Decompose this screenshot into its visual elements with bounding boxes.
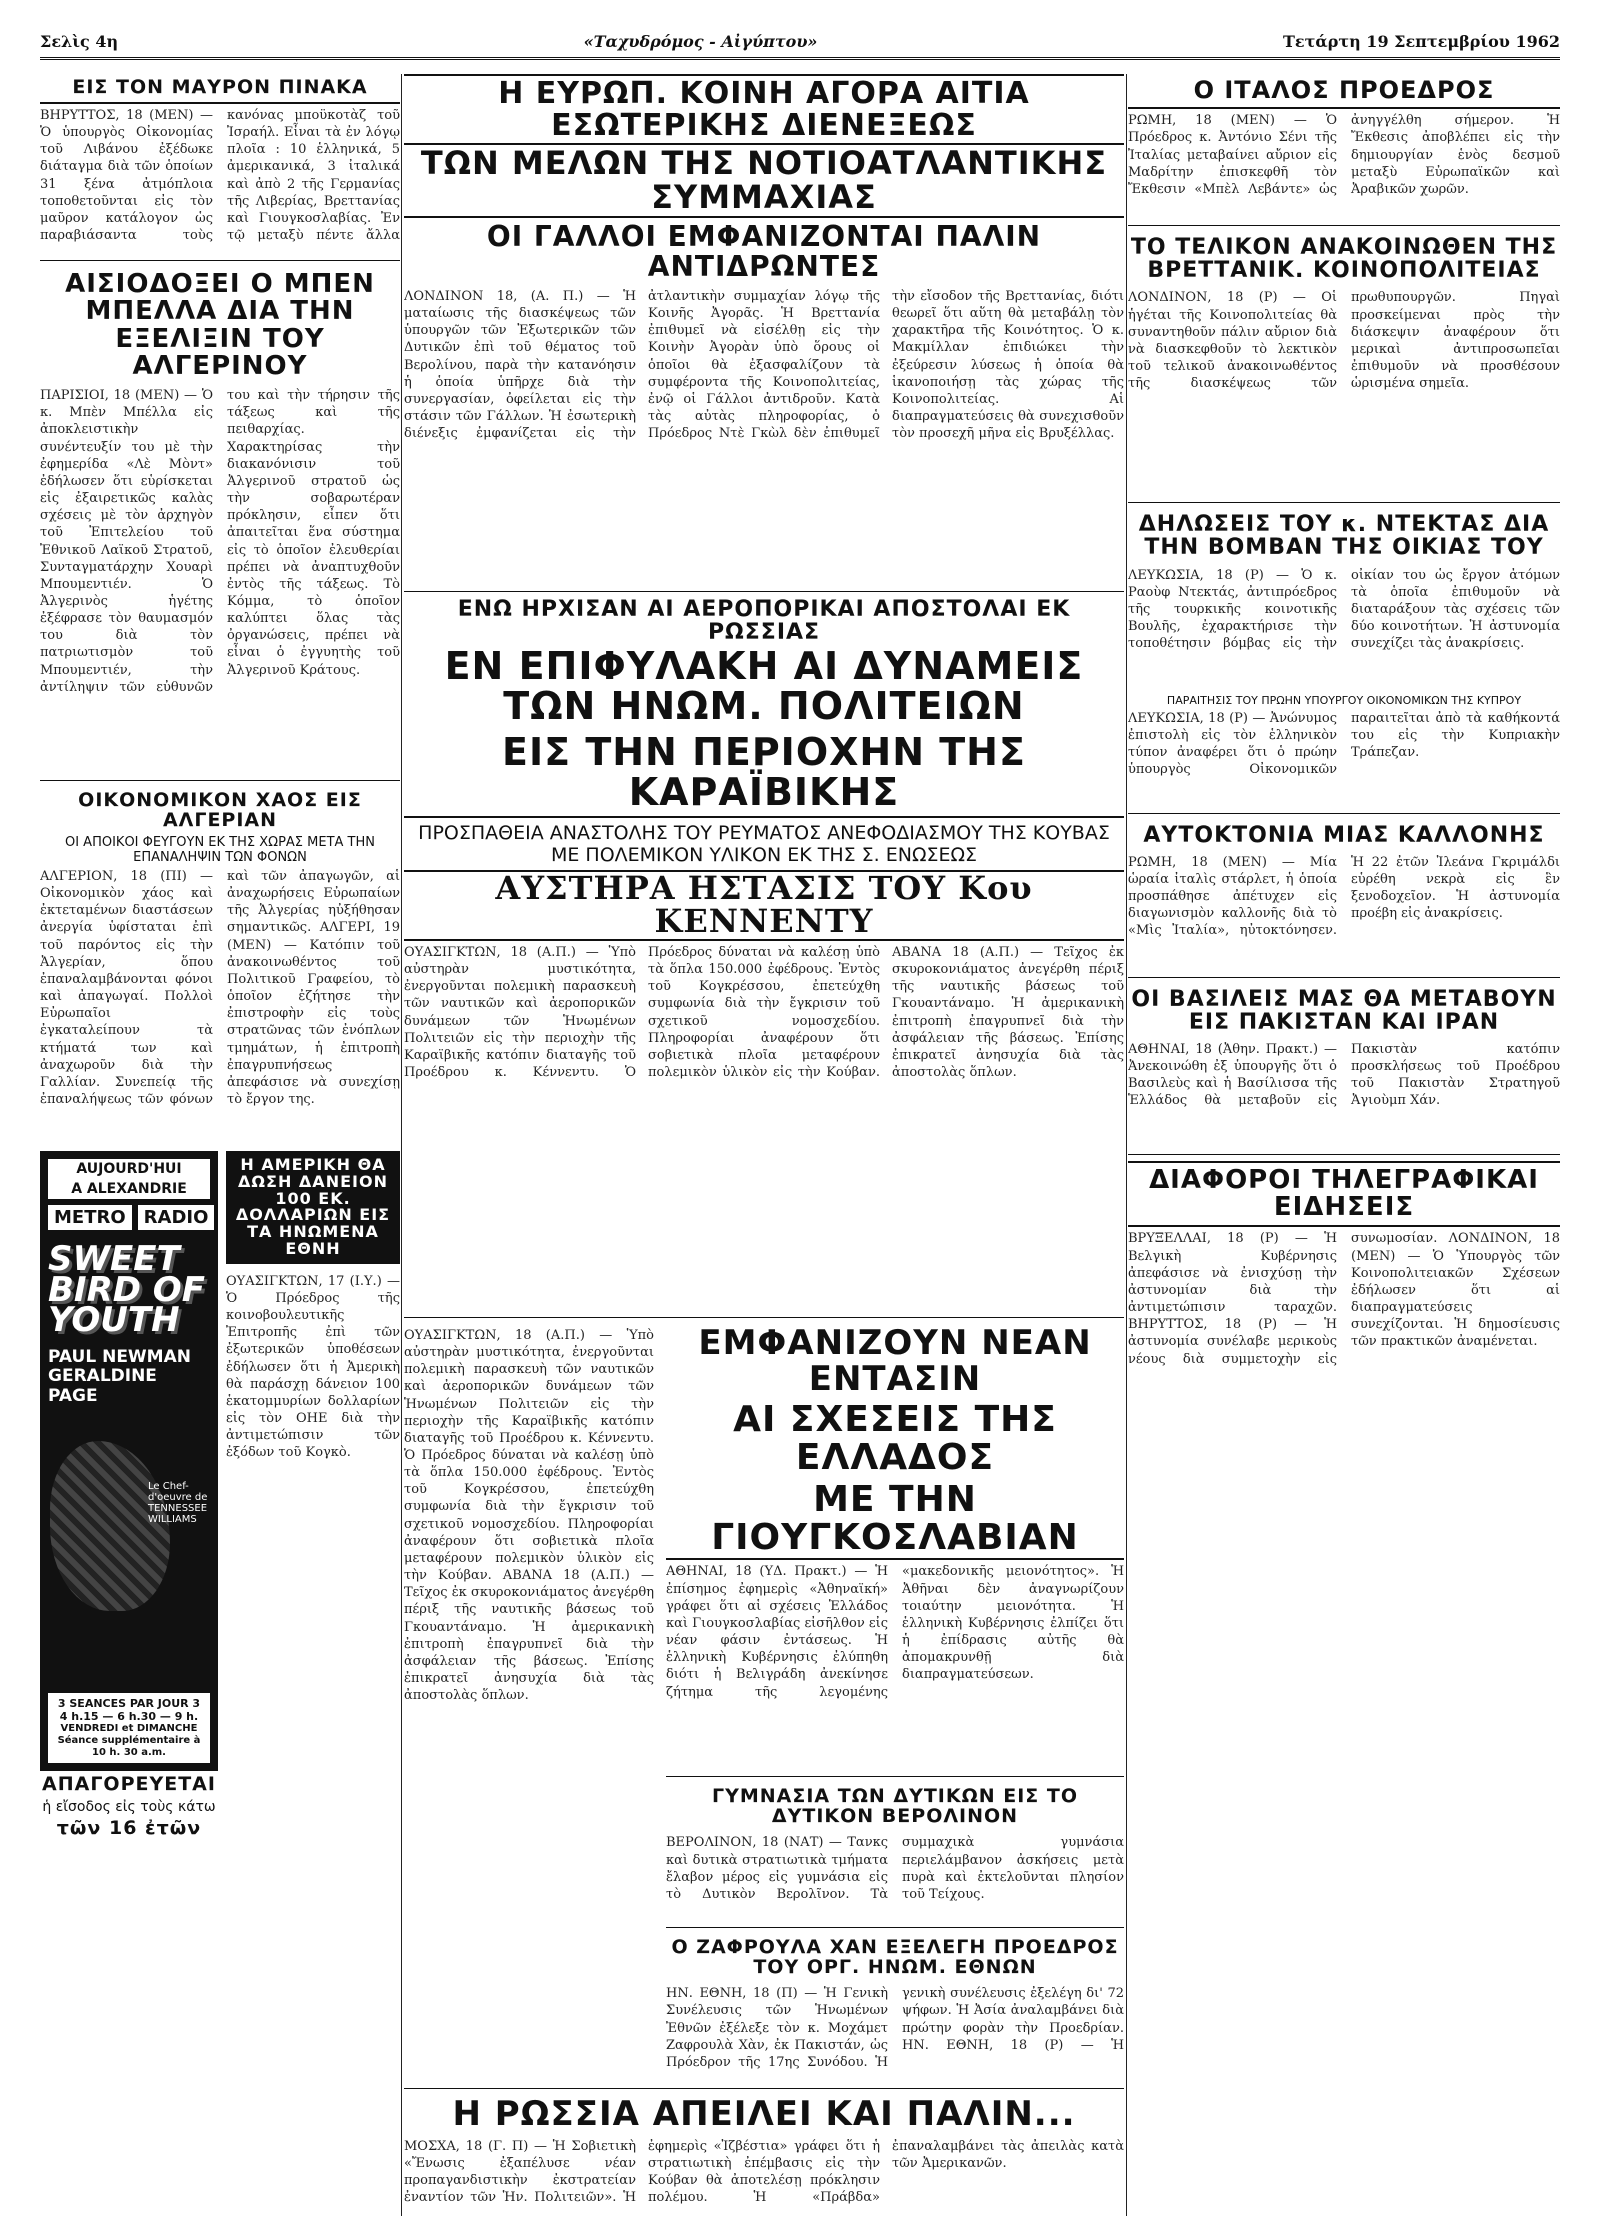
headline-common-market: Η ΕΥΡΩΠ. ΚΟΙΝΗ ΑΓΟΡΑ ΑΙΤΙΑ ΕΣΩΤΕΡΙΚΗΣ ΔΙΕΝΕΞΕΩΣ bbox=[404, 74, 1124, 145]
subheadline-algeria: ΟΙ ΑΠΟΙΚΟΙ ΦΕΥΓΟΥΝ ΕΚ ΤΗΣ ΧΩΡΑΣ ΜΕΤΑ ΤΗΝ ΕΠΑΝΑΛΗΨΙΝ ΤΩΝ ΦΟΝΩΝ bbox=[64, 835, 375, 865]
headline-common-market-2: ΤΩΝ ΜΕΛΩΝ ΤΗΣ ΝΟΤΙΟΑΤΛΑΝΤΙΚΗΣ ΣΥΜΜΑΧΙΑΣ bbox=[404, 145, 1124, 218]
headline-kennedy: ΑΥΣΤΗΡΑ ΗΣΤΑΣΙΣ ΤΟΥ Κου ΚΕΝΝΕΝΤΥ bbox=[404, 870, 1124, 941]
headline-commonwealth: ΤΟ ΤΕΛΙΚΟΝ ΑΝΑΚΟΙΝΩΘΕΝ ΤΗΣ ΒΡΕΤΤΑΝΙΚ. ΚΟΙΝΟΠΟΛΙΤΕΙΑΣ bbox=[1130, 235, 1558, 284]
headline-berlin-drills: ΓΥΜΝΑΣΙΑ ΤΩΝ ΔΥΤΙΚΩΝ ΕΙΣ ΤΟ ΔΥΤΙΚΟΝ ΒΕΡΟΛΙΝΟΝ bbox=[711, 1785, 1078, 1828]
metro-logo: METRO bbox=[48, 1205, 132, 1230]
article-telegraph-news: ΒΡΥΞΕΛΛΑΙ, 18 (Ρ) — Ἡ Βελγικὴ Κυβέρνησις ἀπεφάσισε νὰ ἐνισχύσῃ τὴν ἀστυνομίαν διὰ τὴν ἀντιμετώπισιν ταραχῶν. ΒΗΡΥΤΤΟΣ, 18 (Ρ) — Ἡ ἀστυνομία συνέλαβε μερικοὺς νέους διὰ συμμετοχὴν εἰς συνωμοσίαν. ΛΟΝΔΙΝΟΝ, 18 (ΜΕΝ) — Ὁ Ὑπουργὸς τῶν Κοινοπολιτειακῶν Σχέσεων ἐδήλωσεν ὅτι αἱ διαπραγματεύσεις συνεχίζονται. Ἡ δημοσίευσις τῶν πρακτικῶν ἀναμένεται. bbox=[1128, 1231, 1560, 1367]
seances-times: 4 h.15 — 6 h.30 — 9 h. bbox=[59, 1709, 199, 1723]
subheadline-cyprus-minister: ΠΑΡΑΙΤΗΣΙΣ ΤΟΥ ΠΡΩΗΝ ΥΠΟΥΡΓΟΥ ΟΙΚΟΝΟΜΙΚΩΝ ΤΗΣ ΚΥΠΡΟΥ bbox=[1166, 693, 1522, 707]
article-berlin-drills: ΒΕΡΟΛΙΝΟΝ, 18 (ΝΑΤ) — Τανκς καὶ δυτικὰ στρατιωτικὰ τμήματα ἔλαβον μέρος εἰς γυμνάσια εἰς τὸ Δυτικὸν Βερολῖνον. Τὰ συμμαχικὰ γυμνάσια περιελάμβανον ἀσκήσεις μετὰ πυρὰ καὶ ἐκτελοῦνται πλησίον τοῦ Τείχους. bbox=[666, 1835, 1124, 1902]
issue-date: Τετάρτη 19 Σεπτεμβρίου 1962 bbox=[1282, 32, 1560, 51]
article-algeria: ΑΛΓΕΡΙΟΝ, 18 (ΠΙ) — Οἰκονομικὸν χάος καὶ ἐκτεταμένων διαστάσεων ἀνεργία ὑφίσταται ἐπὶ τοῦ παρόντος εἰς τὴν Ἀλγερίαν, ὅπου ἐπαναλαμβάνονται φόνοι καὶ ἀπαγωγαί. Πολλοὶ Εὐρωπαῖοι ἐγκαταλείπουν τὰ κτήματά των καὶ ἀναχωροῦν διὰ τὴν Γαλλίαν. Συνεπείᾳ τῆς ἐπαναλήψεως τῶν φόνων καὶ τῶν ἀπαγωγῶν, αἱ ἀναχωρήσεις Εὐρωπαίων τῆς Ἀλγερίας ηὐξήθησαν σημαντικῶς. ΑΛΓΕΡΙ, 19 (ΜΕΝ) — Κατόπιν τοῦ ἀνακοινωθέντος τοῦ Πολιτικοῦ Γραφείου, τὸ ὁποῖον ἐζήτησε τὴν ἐπιστροφὴν εἰς τοὺς στρατῶνας τῶν ἐνόπλων τμημάτων, ἡ ἐπιτροπὴ ἐπαγρυπνήσεως ἀπεφάσισε νὰ συνεχίσῃ τὸ ἔργον της. bbox=[40, 869, 400, 1108]
headline-us-alert: ΕΝ ΕΠΙΦΥΛΑΚΗ ΑΙ ΔΥΝΑΜΕΙΣ ΤΩΝ ΗΝΩΜ. ΠΟΛΙΤΕΙΩΝ bbox=[444, 644, 1084, 729]
age-restriction-age: τῶν 16 ἐτῶν bbox=[56, 1816, 202, 1839]
star-name: PAUL NEWMAN bbox=[48, 1346, 191, 1367]
article-greece-yugoslavia: ΑΘΗΝΑΙ, 18 (ΥΔ. Πρακτ.) — Ἡ ἐπίσημος ἐφημερὶς «Ἀθηναϊκή» γράφει ὅτι αἱ σχέσεις Ἑλλάδος καὶ Γιουγκοσλαβίας εἰσῆλθον εἰς νέαν φάσιν ἐντάσεως. Ἡ ἑλληνικὴ Κυβέρνησις ἐλύπηθη διότι ἡ Βελιγράδη ἀνεκίνησε ζήτημα τῆς λεγομένης «μακεδονικῆς μειονότητος». Ἡ Ἀθῆναι δὲν ἀναγνωρίζουν τοιαύτην μειονότητα. Ἡ ἑλληνικὴ Κυβέρνησις ἐλπίζει ὅτι ἡ ἐπίδρασις αὐτῆς θὰ ἀπομακρυνθῇ διὰ διαπραγματεύσεων. bbox=[666, 1564, 1124, 1700]
subheadline-cuba-supply: ΠΡΟΣΠΑΘΕΙΑ ΑΝΑΣΤΟΛΗΣ ΤΟΥ ΡΕΥΜΑΤΟΣ ΑΝΕΦΟΔΙΑΣΜΟΥ ΤΗΣ ΚΟΥΒΑΣ ΜΕ ΠΟΛΕΜΙΚΟΝ ΥΛΙΚΟΝ ΕΚ ΤΗΣ Σ. ΕΝΩΣΕΩΣ bbox=[418, 821, 1110, 866]
seances-label: 3 SEANCES PAR JOUR 3 bbox=[57, 1696, 201, 1710]
headline-telegraph-news: ΔΙΑΦΟΡΟΙ ΤΗΛΕΓΡΑΦΙΚΑΙ ΕΙΔΗΣΕΙΣ bbox=[1128, 1161, 1560, 1228]
star-name: GERALDINE PAGE bbox=[48, 1366, 157, 1406]
film-poster-figure bbox=[50, 1441, 170, 1611]
ad-city: A ALEXANDRIE bbox=[48, 1179, 210, 1199]
column-center bbox=[404, 74, 1124, 2216]
masthead bbox=[40, 26, 1560, 60]
film-author-note: Le Chef-d'oeuvre de TENNESSEE WILLIAMS bbox=[148, 1481, 208, 1525]
headline-black-list: ΕΙΣ ΤΟΝ ΜΑΥΡΟΝ ΠΙΝΑΚΑ bbox=[40, 74, 400, 104]
headline-ben-bella: ΑΙΣΙΟΔΟΞΕΙ Ο ΜΠΕΝ ΜΠΕΛΛΑ ΔΙΑ ΤΗΝ ΕΞΕΛΙΞΙΝ ΤΟΥ ΑΛΓΕΡΙΝΟΥ bbox=[65, 268, 375, 381]
cinema-logo bbox=[48, 1205, 210, 1230]
article-denktash: ΛΕΥΚΩΣΙΑ, 18 (Ρ) — Ὁ κ. Ραοὺφ Ντεκτάς, ἀντιπρόεδρος τῆς τουρκικῆς κοινοτικῆς Βουλῆς, ἐχαρακτήρισε τὴν τοποθέτησιν βόμβας εἰς τὴν οἰκίαν του ὡς ἔργον ἀτόμων τὰ ὁποῖα ἐπιθυμοῦν νὰ διαταράξουν τὰς σχέσεις τῶν δύο κοινοτήτων. Ἡ ἀστυνομία συνεχίζει τὰς ἀνακρίσεις. bbox=[1128, 567, 1560, 652]
article-caribbean: ΟΥΑΣΙΓΚΤΩΝ, 18 (Α.Π.) — Ὑπὸ αὐστηρὰν μυστικότητα, ἐνεργοῦνται πολεμικὴ παρασκευὴ τῶν ναυτικῶν καὶ ἀεροπορικῶν δυνάμεων τῶν Ἡνωμένων Πολιτειῶν εἰς τὴν περιοχὴν τῆς Καραϊβικῆς κατόπιν διαταγῆς τοῦ Προέδρου κ. Κέννεντυ. Ὁ Πρόεδρος δύναται νὰ καλέσῃ ὑπὸ τὰ ὅπλα 150.000 ἐφέδρους. Ἐντὸς τοῦ Κογκρέσσου, ἐπετεύχθη συμφωνία διὰ τὴν ἔγκρισιν τοῦ σχετικοῦ νομοσχεδίου. Πληροφορίαι ἀναφέρουν ὅτι σοβιετικὰ πλοῖα μεταφέρουν πολεμικὸν ὑλικὸν εἰς τὴν Κούβαν. ΑΒΑΝΑ 18 (Α.Π.) — Τεῖχος ἐκ σκυροκονιάματος ἀνεγέρθη πέριξ τῆς ναυτικῆς βάσεως τοῦ Γκουαντάναμο. Ἡ ἀμερικανικὴ ἐπιτροπὴ ἐπαγρυπνεῖ διὰ τὴν ἀσφάλειαν τῆς βάσεως. Ἐπίσης ἐπικρατεῖ ἀνησυχία διὰ τὰς ἀποστολὰς ὅπλων. bbox=[404, 944, 1124, 1080]
headline-algeria-chaos: ΟΙΚΟΝΟΜΙΚΟΝ ΧΑΟΣ ΕΙΣ ΑΛΓΕΡΙΑΝ bbox=[78, 789, 362, 832]
article-black-list: ΒΗΡΥΤΤΟΣ, 18 (ΜΕΝ) — Ὁ ὑπουργὸς Οἰκονομίας τοῦ Λιβάνου ἐξέδωκε διάταγμα διὰ τῶν ὁποίων 31 ξένα ἀτμόπλοια τοποθετοῦνται εἰς τὸν μαῦρον κατάλογον ὡς παραβιάσαντα τοὺς κανόνας μποϋκοτὰζ τοῦ Ἰσραήλ. Εἶναι τὰ ἐν λόγῳ πλοῖα : 10 ἑλληνικά, 5 ἀμερικανικά, 3 ἰταλικά καὶ ἀπὸ 2 τῆς Γερμανίας τῆς Λιβερίας, Βρεττανίας καὶ Γιουγκοσλαβίας. Ἐν τῷ μεταξὺ πέντε ἄλλα bbox=[40, 107, 400, 244]
newspaper-name: «Ταχυδρόμος - Αἰγύπτου» bbox=[583, 32, 818, 51]
cinema-advertisement bbox=[40, 1151, 218, 1771]
column-rule bbox=[401, 74, 402, 2216]
age-restriction-title: ΑΠΑΓΟΡΕΥΕΤΑΙ bbox=[42, 1773, 216, 1795]
ad-showtimes bbox=[48, 1693, 210, 1763]
headline-russia-threatens: Η ΡΩΣΣΙΑ ΑΠΕΙΛΕΙ ΚΑΙ ΠΑΛΙΝ... bbox=[452, 2094, 1076, 2135]
article-russia-threatens: ΜΟΣΧΑ, 18 (Γ. Π) — Ἡ Σοβιετικὴ «Ἔνωσις ἐξαπέλυσε νέαν προπαγανδιστικὴν ἐκστρατείαν ἐναντίον τῶν Ἡν. Πολιτειῶν». Ἡ ἐφημερὶς «Ἰζβέστια» γράφει ὅτι ἡ στρατιωτικὴ ἐπέμβασις εἰς τὴν Κούβαν θὰ ἀποτελέσῃ πρόκλησιν πολέμου. Ἡ «Πράβδα» ἐπαναλαμβάνει τὰς ἀπειλὰς κατὰ τῶν Ἀμερικανῶν. bbox=[404, 2138, 1124, 2206]
headline-greece-yugoslavia-3: ΜΕ ΤΗΝ ΓΙΟΥΓΚΟΣΛΑΒΙΑΝ bbox=[666, 1479, 1124, 1561]
article-caribbean-cont: ΟΥΑΣΙΓΚΤΩΝ, 18 (Α.Π.) — Ὑπὸ αὐστηρὰν μυστικότητα, ἐνεργοῦνται πολεμικὴ παρασκευὴ τῶν ναυτικῶν καὶ ἀεροπορικῶν δυνάμεων τῶν Ἡνωμένων Πολιτειῶν εἰς τὴν περιοχὴν τῆς Καραϊβικῆς κατόπιν διαταγῆς τοῦ Προέδρου κ. Κέννεντυ. Ὁ Πρόεδρος δύναται νὰ καλέσῃ ὑπὸ τὰ ὅπλα 150.000 ἐφέδρους. Ἐντὸς τοῦ Κογκρέσσου, ἐπετεύχθη συμφωνία διὰ τὴν ἔγκρισιν τοῦ σχετικοῦ νομοσχεδίου. Πληροφορίαι ἀναφέρουν ὅτι σοβιετικὰ πλοῖα μεταφέρουν πολεμικὸν ὑλικὸν εἰς τὴν Κούβαν. ΑΒΑΝΑ 18 (Α.Π.) — Τεῖχος ἐκ σκυροκονιάματος ἀνεγέρθη πέριξ τῆς ναυτικῆς βάσεως τοῦ Γκουαντάναμο. Ἡ ἀμερικανικὴ ἐπιτροπὴ ἐπαγρυπνεῖ διὰ τὴν ἀσφάλειαν τῆς βάσεως. Ἐπίσης ἐπικρατεῖ ἀνησυχία διὰ τὰς ἀποστολὰς ὅπλων. bbox=[404, 1327, 654, 1704]
headline-denktash: ΔΗΛΩΣΕΙΣ ΤΟΥ κ. ΝΤΕΚΤΑΣ ΔΙΑ ΤΗΝ ΒΟΜΒΑΝ ΤΗΣ ΟΙΚΙΑΣ ΤΟΥ bbox=[1138, 512, 1550, 561]
article-cyprus-minister: ΛΕΥΚΩΣΙΑ, 18 (Ρ) — Ἀνώνυμος ἐπιστολὴ εἰς τὸν ἑλληνικὸν τύπον ἀναφέρει ὅτι ὁ πρώην ὑπουργὸς Οἰκονομικῶν παραιτεῖται ἀπὸ τὰ καθήκοντά του εἰς τὴν Κυπριακὴν Τράπεζαν. bbox=[1128, 710, 1560, 778]
column-rule bbox=[1126, 74, 1127, 2216]
article-common-market: ΛΟΝΔΙΝΟΝ 18, (Α. Π.) — Ἡ ματαίωσις τῆς διασκέψεως τῶν ὑπουργῶν τῶν Ἐξωτερικῶν τῶν Δυτικῶν ἐπὶ τοῦ θέματος τοῦ Βερολίνου, παρὰ τὴν κατανόησιν ἡ ὁποία ὑπῆρχε διὰ τὴν συνεργασίαν, ὀφείλεται εἰς τὴν στάσιν τῶν Γάλλων. Ἡ ἐσωτερικὴ διένεξις ἐμφανίζεται εἰς τὴν ἀτλαντικὴν συμμαχίαν λόγῳ τῆς Κοινῆς Ἀγορᾶς. Ἡ Βρεττανία ἐπιθυμεῖ νὰ εἰσέλθῃ εἰς τὴν Κοινὴν Ἀγορὰν ὑπὸ ὅρους οἱ ὁποῖοι θὰ ἐξασφαλίζουν τὰ συμφέροντα τῆς Κοινοπολιτείας, ἐνῷ οἱ Γάλλοι ἀντιδροῦν. Κατὰ τὰς αὐτὰς πληροφορίας, ὁ Πρόεδρος Ντὲ Γκὼλ δὲν ἐπιθυμεῖ τὴν εἴσοδον τῆς Βρεττανίας, διότι θεωρεῖ ὅτι αὕτη θὰ μεταβάλῃ τὸν χαρακτῆρα τῆς Κοινότητος. Ὁ κ. Μακμίλλαν ἐπιδιώκει τὴν ἐξεύρεσιν λύσεως ἡ ὁποία θὰ ἱκανοποιήσῃ τὰς χώρας τῆς Κοινοπολιτείας. Αἱ διαπραγματεύσεις θὰ συνεχισθοῦν τὸν προσεχῆ μῆνα εἰς Βρυξέλλας. bbox=[404, 288, 1124, 442]
article-beauty-suicide: ΡΩΜΗ, 18 (ΜΕΝ) — Μία ὡραία ἰταλὶς στάρλετ, ἡ ὁποία προσπάθησε ἀπέτυχεν εἰς διαγωνισμὸν καλλονῆς διὰ τὸ «Μὶς Ἰταλία», ηὐτοκτόνησεν. Ἡ 22 ἐτῶν Ἰλεάνα Γκριμάλδι εὑρέθη νεκρὰ εἰς ἓν ξενοδοχεῖον. Ἡ ἀστυνομία προέβη εἰς ἀνακρίσεις. bbox=[1128, 854, 1560, 939]
headline-soviet-flights: ΕΝΩ ΗΡΧΙΣΑΝ ΑΙ ΑΕΡΟΠΟΡΙΚΑΙ ΑΠΟΣΤΟΛΑΙ ΕΚ ΡΩΣΣΙΑΣ bbox=[457, 596, 1071, 646]
column-left bbox=[40, 74, 400, 2216]
headline-greece-yugoslavia-1: ΕΜΦΑΝΙΖΟΥΝ ΝΕΑΝ ΕΝΤΑΣΙΝ bbox=[698, 1322, 1092, 1399]
headline-italian-president: Ο ΙΤΑΛΟΣ ΠΡΟΕΔΡΟΣ bbox=[1128, 74, 1560, 109]
headline-un-loan: Η ΑΜΕΡΙΚΗ ΘΑ ΔΩΣΗ ΔΑΝΕΙΟΝ 100 ΕΚ. ΔΟΛΛΑΡΙΩΝ ΕΙΣ ΤΑ ΗΝΩΜΕΝΑ ΕΘΝΗ bbox=[235, 1155, 391, 1258]
column-right bbox=[1128, 74, 1560, 2216]
headline-zafrulla-khan: Ο ΖΑΦΡΟΥΛΑ ΧΑΝ ΕΞΕΛΕΓΗ ΠΡΟΕΔΡΟΣ ΤΟΥ ΟΡΓ. ΗΝΩΜ. ΕΘΝΩΝ bbox=[671, 1936, 1119, 1979]
age-restriction-text: ἡ εἴσοδος εἰς τοὺς κάτω bbox=[42, 1798, 216, 1815]
ad-today: AUJOURD'HUI bbox=[48, 1159, 210, 1179]
radio-logo: RADIO bbox=[138, 1205, 215, 1230]
article-un-loan: ΟΥΑΣΙΓΚΤΩΝ, 17 (Ι.Υ.) — Ὁ Πρόεδρος τῆς κοινοβουλευτικῆς Ἐπιτροπῆς ἐπὶ τῶν ἐξωτερικῶν ὑποθέσεων ἐδήλωσεν ὅτι ἡ Ἀμερικὴ θὰ παράσχῃ δάνειον 100 ἑκατομμυρίων δολλαρίων εἰς τὸν ΟΗΕ διὰ τὴν ἀντιμετώπισιν τῶν ἐξόδων τοῦ Κογκὸ. bbox=[226, 1273, 400, 1461]
film-title: SWEET BIRD OF YOUTH bbox=[48, 1239, 205, 1341]
headline-french-react: ΟΙ ΓΑΛΛΟΙ ΕΜΦΑΝΙΖΟΝΤΑΙ ΠΑΛΙΝ ΑΝΤΙΔΡΩΝΤΕΣ bbox=[486, 220, 1042, 283]
headline-beauty-suicide: ΑΥΤΟΚΤΟΝΙΑ ΜΙΑΣ ΚΑΛΛΟΝΗΣ bbox=[1143, 822, 1545, 848]
page-number: Σελὶς 4η bbox=[40, 32, 119, 51]
article-ben-bella: ΠΑΡΙΣΙΟΙ, 18 (ΜΕΝ) — Ὁ κ. Μπὲν Μπέλλα εἰς ἀποκλειστικὴν συνέντευξίν του μὲ τὴν ἐφημερίδα «Λὲ Μὸντ» ἐδήλωσεν ὅτι εὑρίσκεται εἰς ἐξαιρετικῶς καλὰς σχέσεις μὲ τὸν ἀρχηγὸν τοῦ Ἐπιτελείου τοῦ Ἐθνικοῦ Λαϊκοῦ Στρατοῦ, Συνταγματάρχην Χουαρὶ Μπουμεντιέν. Ὁ Ἀλγερινὸς ἡγέτης ἐξέφρασε τὸν θαυμασμόν του διὰ τὸν πατριωτισμὸν τοῦ Μπουμεντιέν, τὴν ἀντίληψιν τῶν εὐθυνῶν του καὶ τὴν τήρησιν τῆς τάξεως καὶ τῆς πειθαρχίας. Χαρακτηρίσας τὴν διακανόνισιν τοῦ Ἀλγερινοῦ στρατοῦ ὡς τὴν σοβαρωτέραν πρόκλησιν, εἶπεν ὅτι ἀπαιτεῖται ἕνα σύστημα εἰς τὸ ὁποῖον ἐλευθερίαι πρέπει νὰ ἀναπτυχθοῦν ἐντὸς τῆς τάξεως. Τὸ Κόμμα, τὸ ὁποῖον καλύπτει ὅλας τὰς ὀργανώσεις, πρέπει νὰ εἶναι ὁ ἐγγυητὴς τοῦ Ἀλγερινοῦ Κράτους. bbox=[40, 388, 400, 695]
article-commonwealth: ΛΟΝΔΙΝΟΝ, 18 (Ρ) — Οἱ ἡγέται τῆς Κοινοπολιτείας θὰ συναντηθοῦν πάλιν αὔριον διὰ νὰ διασκεφθοῦν τὸ λεκτικὸν τοῦ τελικοῦ ἀνακοινωθέντος τῆς διασκέψεως τῶν πρωθυπουργῶν. Πηγαὶ προσκείμεναι πρὸς τὴν διάσκεψιν ἀναφέρουν ὅτι μερικαὶ ἀντιπροσωπεῖαι ἐπιθυμοῦν νὰ προσθέσουν ὡρισμένα σημεῖα. bbox=[1128, 290, 1560, 392]
headline-royal-visit: ΟΙ ΒΑΣΙΛΕΙΣ ΜΑΣ ΘΑ ΜΕΤΑΒΟΥΝ ΕΙΣ ΠΑΚΙΣΤΑΝ ΚΑΙ ΙΡΑΝ bbox=[1131, 986, 1557, 1035]
seances-days: VENDREDI et DIMANCHE Séance supplémentaire à 10 h. 30 a.m. bbox=[57, 1723, 201, 1758]
article-italian-president: ΡΩΜΗ, 18 (ΜΕΝ) — Ὁ Πρόεδρος κ. Ἀντόνιο Σένι τῆς Ἰταλίας μεταβαίνει αὔριον εἰς Μαδρίτην ἐπισκεφθῆ τὸν Ἔκθεσιν «Μπὲλ Λεβάντε» ὡς ἀνηγγέλθη σήμερον. Ἡ Ἔκθεσις ἀποβλέπει εἰς τὴν δημιουργίαν ἑνὸς δεσμοῦ μεταξὺ Εὐρωπαϊκῶν καὶ Ἀραβικῶν χωρῶν. bbox=[1128, 113, 1560, 197]
headline-caribbean: ΕΙΣ ΤΗΝ ΠΕΡΙΟΧΗΝ ΤΗΣ ΚΑΡΑΪΒΙΚΗΣ bbox=[404, 730, 1124, 818]
inset-un-loan bbox=[226, 1151, 400, 1264]
headline-greece-yugoslavia-2: ΑΙ ΣΧΕΣΕΙΣ ΤΗΣ ΕΛΛΑΔΟΣ bbox=[733, 1399, 1057, 1479]
article-royal-visit: ΑΘΗΝΑΙ, 18 (Ἀθην. Πρακτ.) — Ἀνεκοινώθη ἐξ ὑπουργῆς ὅτι ὁ Βασιλεὺς καὶ ἡ Βασίλισσα τῆς Ἑλλάδος θὰ μεταβοῦν εἰς Πακιστὰν κατόπιν προσκλήσεως τοῦ Προέδρου τοῦ Πακιστὰν Στρατηγοῦ Ἀγιοὺμπ Χάν. bbox=[1128, 1041, 1560, 1109]
article-zafrulla-khan: ΗΝ. ΕΘΝΗ, 18 (Π) — Ἡ Γενικὴ Συνέλευσις τῶν Ἡνωμένων Ἐθνῶν ἐξέλεξε τὸν κ. Μοχάμετ Ζαφρουλὰ Χὰν, ἐκ Πακιστάν, ὡς Πρόεδρον τῆς 17ης Συνόδου. Ἡ γενικὴ συνέλευσις ἐξελέγη δι' 72 ψήφων. Ἡ Ἀσία ἀναλαμβάνει διὰ πρώτην φορὰν τὴν Προεδρίαν. ΗΝ. ΕΘΝΗ, 18 (Ρ) — Ἡ bbox=[666, 1986, 1124, 2070]
